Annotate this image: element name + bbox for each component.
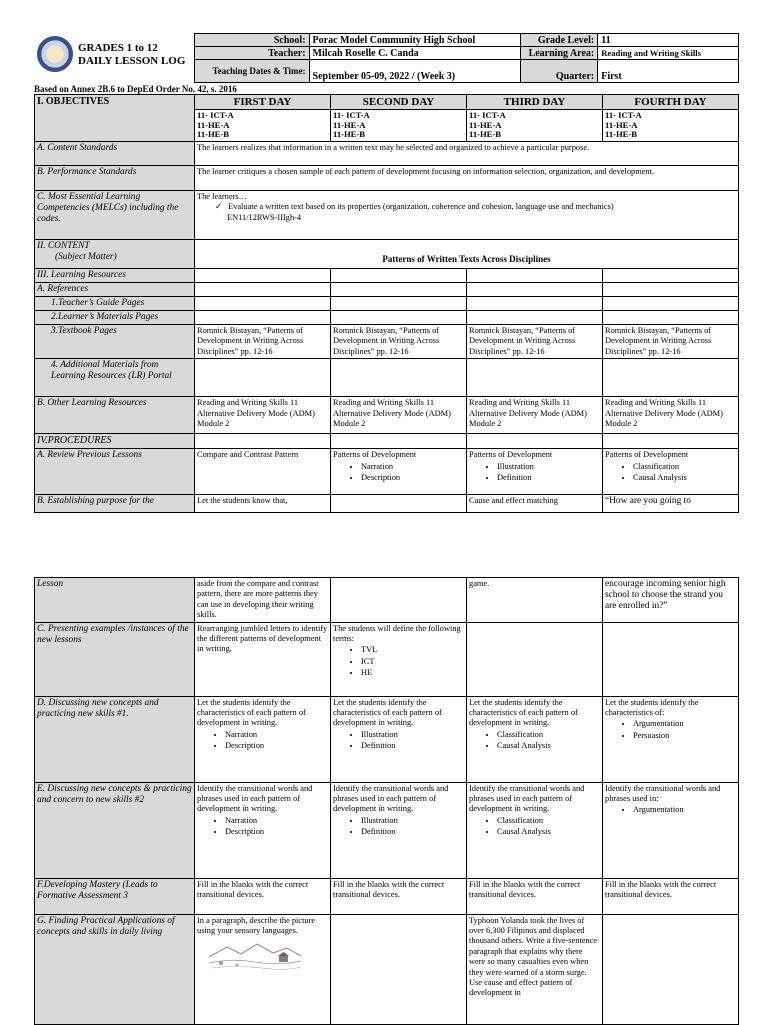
practical-label: G. Finding Practical Applications of concepts and skills in daily living: [35, 914, 195, 1024]
page-break: [0, 527, 768, 577]
purpose-day-3-b: game.: [467, 578, 603, 623]
pattern-item: • Definition: [361, 741, 464, 751]
review-day-4: [603, 449, 739, 495]
deped-seal-icon: [37, 36, 73, 72]
info-table: [194, 33, 739, 83]
dates-value: September 05-09, 2022 / (Week 3): [309, 60, 521, 83]
discussing-2-text: Identify the transitional words and phrases used in each pattern of development in writing.: [197, 783, 313, 814]
brand-line-1: GRADES 1 to 12: [78, 42, 158, 54]
discussing-1-label: D. Discussing new concepts and practicing new skills #1.: [35, 696, 195, 782]
discussing-2-label: E. Discussing new concepts & practicing and concern to new skills #2: [35, 782, 195, 878]
brand-line-2: DAILY LESSON LOG: [78, 55, 186, 67]
other-resources-day-4: Reading and Writing Skills 11 Alternative Delivery Mode (ADM) Module 2: [603, 397, 739, 434]
teacher-label: Teacher:: [195, 47, 310, 60]
purpose-label-b: Lesson: [35, 578, 195, 623]
review-item: • Illustration: [497, 462, 600, 472]
practical-day-3: Typhoon Yolanda took the lives of over 6,300 Filipinos and displaced thousand others. Write a five-sentence paragraph that explains why there were so many casualties even when they were warned of a storm surge. Use cause and effect pattern of development in: [467, 914, 603, 1024]
section-he-b: 11-HE-B: [333, 129, 365, 139]
section-he-b: 11-HE-B: [469, 129, 501, 139]
presenting-day-2-intro: The students will define the following terms:: [333, 623, 461, 644]
day-1-heading: FIRST DAY: [195, 95, 331, 110]
pattern-item: • Definition: [361, 827, 464, 837]
pattern-item: • Narration: [225, 816, 328, 826]
review-day-1: Compare and Contrast Pattern: [195, 449, 331, 495]
discussing-2-text: Identify the transitional words and phrases used in each pattern of development in writing.: [469, 783, 585, 814]
textbook-day-2: Romnick Bistayan, “Patterns of Development in Writing Across Disciplines” pp. 12-16: [331, 325, 467, 359]
school-label: School:: [195, 34, 310, 47]
grade-label: Grade Level:: [521, 34, 598, 47]
dll-header: [34, 33, 739, 85]
melcs-item: [197, 202, 736, 212]
term-item: • TVL: [361, 645, 464, 655]
other-resources-day-3: Reading and Writing Skills 11 Alternative Delivery Mode (ADM) Module 2: [467, 397, 603, 434]
discussing-2-day-1: [195, 782, 331, 878]
purpose-label-a: B. Establishing purpose for the: [35, 495, 195, 513]
pattern-item: • Illustration: [361, 816, 464, 826]
dll-grid-page-1: [34, 94, 739, 513]
content-subject: Patterns of Written Texts Across Disciplines: [195, 240, 739, 269]
purpose-day-4-a: “How are you going to: [603, 495, 739, 513]
discussing-2-day-4: [603, 782, 739, 878]
discussing-1-day-3: [467, 696, 603, 782]
area-value: Reading and Writing Skills: [598, 47, 739, 60]
other-resources-label: B. Other Learning Resources: [35, 397, 195, 434]
other-resources-day-1: Reading and Writing Skills 11 Alternative Delivery Mode (ADM) Module 2: [195, 397, 331, 434]
area-label: Learning Area:: [521, 47, 598, 60]
discussing-2-day-3: [467, 782, 603, 878]
pattern-item: • Classification: [497, 816, 600, 826]
discussing-1-d4-intro: Let the students identify the characteristics of:: [605, 697, 699, 718]
pattern-item: • Causal Analysis: [497, 827, 600, 837]
textbook-label: 3.Textbook Pages: [35, 325, 195, 359]
section-he-a: 11-HE-A: [197, 119, 230, 130]
content-standards-label: A. Content Standards: [35, 142, 195, 166]
review-day-2-title: Patterns of Development: [333, 450, 417, 460]
discussing-1-text: Let the students identify the characteristics of each pattern of development in writing.: [469, 697, 578, 728]
review-item: • Narration: [361, 462, 464, 472]
review-day-4-title: Patterns of Development: [605, 450, 689, 460]
day-3-heading: THIRD DAY: [467, 95, 603, 110]
section-ict-a: 11- ICT-A: [469, 110, 506, 120]
other-resources-day-2: Reading and Writing Skills 11 Alternative Delivery Mode (ADM) Module 2: [331, 397, 467, 434]
melcs-item-text: Evaluate a written text based on its properties (organization, coherence and cohesion, language use and mechanics): [228, 202, 614, 212]
section-he-a: 11-HE-A: [605, 119, 638, 130]
objectives-heading: I. OBJECTIVES: [35, 95, 195, 142]
day-4-sections: [603, 110, 739, 142]
learner-materials-label: 2.Learner’s Materials Pages: [35, 311, 195, 325]
discussing-2-day-2: [331, 782, 467, 878]
discussing-2-text: Identify the transitional words and phrases used in each pattern of development in writing.: [333, 783, 449, 814]
quarter-label: Quarter:: [521, 60, 598, 83]
dll-grid-page-2: [34, 577, 739, 1025]
day-3-sections: [467, 110, 603, 142]
textbook-day-1: Romnick Bistayan, “Patterns of Development in Writing Across Disciplines” pp. 12-16: [195, 325, 331, 359]
dates-label: Teaching Dates & Time:: [195, 60, 310, 83]
section-ict-a: 11- ICT-A: [197, 110, 234, 120]
dll-brand: [78, 42, 185, 68]
day-1-sections: [195, 110, 331, 142]
additional-materials-label: 4. Additional Materials from Learning Resources (LR) Portal: [35, 359, 195, 397]
learning-resources-label: III. Learning Resources: [35, 269, 195, 283]
discussing-1-day-2: [331, 696, 467, 782]
presenting-day-2: [331, 622, 467, 696]
pattern-item: • Classification: [497, 730, 600, 740]
review-item: • Description: [361, 473, 464, 483]
melcs-cell: [195, 191, 739, 240]
melcs-code: EN11/12RWS-IIIgh-4: [227, 212, 302, 222]
section-he-a: 11-HE-A: [333, 119, 366, 130]
discussing-1-text: Let the students identify the characteristics of each pattern of development in writing.: [197, 697, 306, 728]
mastery-day-4: Fill in the blanks with the correct transitional devices.: [603, 878, 739, 914]
presenting-label: C. Presenting examples /instances of the new lessons: [35, 622, 195, 696]
performance-standards-label: B. Performance Standards: [35, 166, 195, 191]
content-standards-text: The learners realizes that information in a written text may be selected and organized to achieve a particular purpose.: [195, 142, 739, 166]
pattern-item: • Illustration: [361, 730, 464, 740]
purpose-day-1-b: aside from the compare and contrast pattern, there are more patterns they can use in developing their writing skills.: [195, 578, 331, 623]
pattern-item: • Description: [225, 741, 328, 751]
deped-order-note: Based on Annex 2B.6 to DepEd Order No. 42, s. 2016: [34, 84, 237, 94]
school-value: Porac Model Community High School: [309, 34, 521, 47]
pattern-item: • Description: [225, 827, 328, 837]
review-item: • Causal Analysis: [633, 473, 736, 483]
pattern-item: • Argumentation: [633, 805, 736, 815]
purpose-day-1-a: Let the students know that,: [195, 495, 331, 513]
practical-day-1-text: In a paragraph, describe the picture using your sensory languages.: [197, 915, 316, 936]
discussing-1-day-4: [603, 696, 739, 782]
melcs-label: C. Most Essential Learning Competencies (MELCs) including the codes.: [35, 191, 195, 240]
teacher-guide-label: 1.Teacher’s Guide Pages: [35, 297, 195, 311]
mastery-day-2: Fill in the blanks with the correct transitional devices.: [331, 878, 467, 914]
mastery-day-1: Fill in the blanks with the correct transitional devices.: [195, 878, 331, 914]
content-label-1: II. CONTENT: [37, 241, 90, 251]
content-label-2: (Subject Matter): [55, 252, 117, 262]
section-he-a: 11-HE-A: [469, 119, 502, 130]
term-item: • HE: [361, 668, 464, 678]
pattern-item: • Causal Analysis: [497, 741, 600, 751]
section-he-b: 11-HE-B: [605, 129, 637, 139]
mastery-day-3: Fill in the blanks with the correct transitional devices.: [467, 878, 603, 914]
discussing-2-d4-intro: Identify the transitional words and phrases used in:: [605, 783, 721, 804]
term-item: • ICT: [361, 657, 464, 667]
day-2-sections: [331, 110, 467, 142]
purpose-day-3-a: Cause and effect matching: [467, 495, 603, 513]
day-4-heading: FOURTH DAY: [603, 95, 739, 110]
discussing-1-text: Let the students identify the characteristics of each pattern of development in writing.: [333, 697, 442, 728]
review-day-3-title: Patterns of Development: [469, 450, 553, 460]
mastery-label: F.Developing Mastery (Leads to Formative Assessment 3: [35, 878, 195, 914]
section-ict-a: 11- ICT-A: [605, 110, 642, 120]
review-day-2: [331, 449, 467, 495]
purpose-day-4-b: encourage incoming senior high school to choose the strand you are enrolled in?”: [603, 578, 739, 623]
landscape-sketch-image: [207, 939, 303, 973]
textbook-day-4: Romnick Bistayan, “Patterns of Development in Writing Across Disciplines” pp. 12-16: [603, 325, 739, 359]
performance-standards-text: The learner critiques a chosen sample of each pattern of development focusing on information selection, organization, and development.: [195, 166, 739, 191]
grade-value: 11: [598, 34, 739, 47]
practical-day-1: [195, 914, 331, 1024]
review-label: A. Review Previous Lessons: [35, 449, 195, 495]
references-label: A. References: [35, 283, 195, 297]
teacher-value: Milcah Roselle C. Canda: [309, 47, 521, 60]
pattern-item: • Persuasion: [633, 731, 736, 741]
review-item: • Classification: [633, 462, 736, 472]
section-he-b: 11-HE-B: [197, 129, 229, 139]
discussing-1-day-1: [195, 696, 331, 782]
melcs-intro: The learners…: [197, 192, 247, 201]
section-ict-a: 11- ICT-A: [333, 110, 370, 120]
content-label: [35, 240, 195, 269]
pattern-item: • Argumentation: [633, 719, 736, 729]
textbook-day-3: Romnick Bistayan, “Patterns of Development in Writing Across Disciplines” pp. 12-16: [467, 325, 603, 359]
day-2-heading: SECOND DAY: [331, 95, 467, 110]
quarter-value: First: [598, 60, 739, 83]
presenting-day-1: Rearranging jumbled letters to identify the different patterns of development in writing.: [195, 622, 331, 696]
pattern-item: • Narration: [225, 730, 328, 740]
review-item: • Definition: [497, 473, 600, 483]
procedures-heading: IV.PROCEDURES: [35, 434, 195, 449]
page-2: [0, 577, 768, 1024]
review-day-3: [467, 449, 603, 495]
